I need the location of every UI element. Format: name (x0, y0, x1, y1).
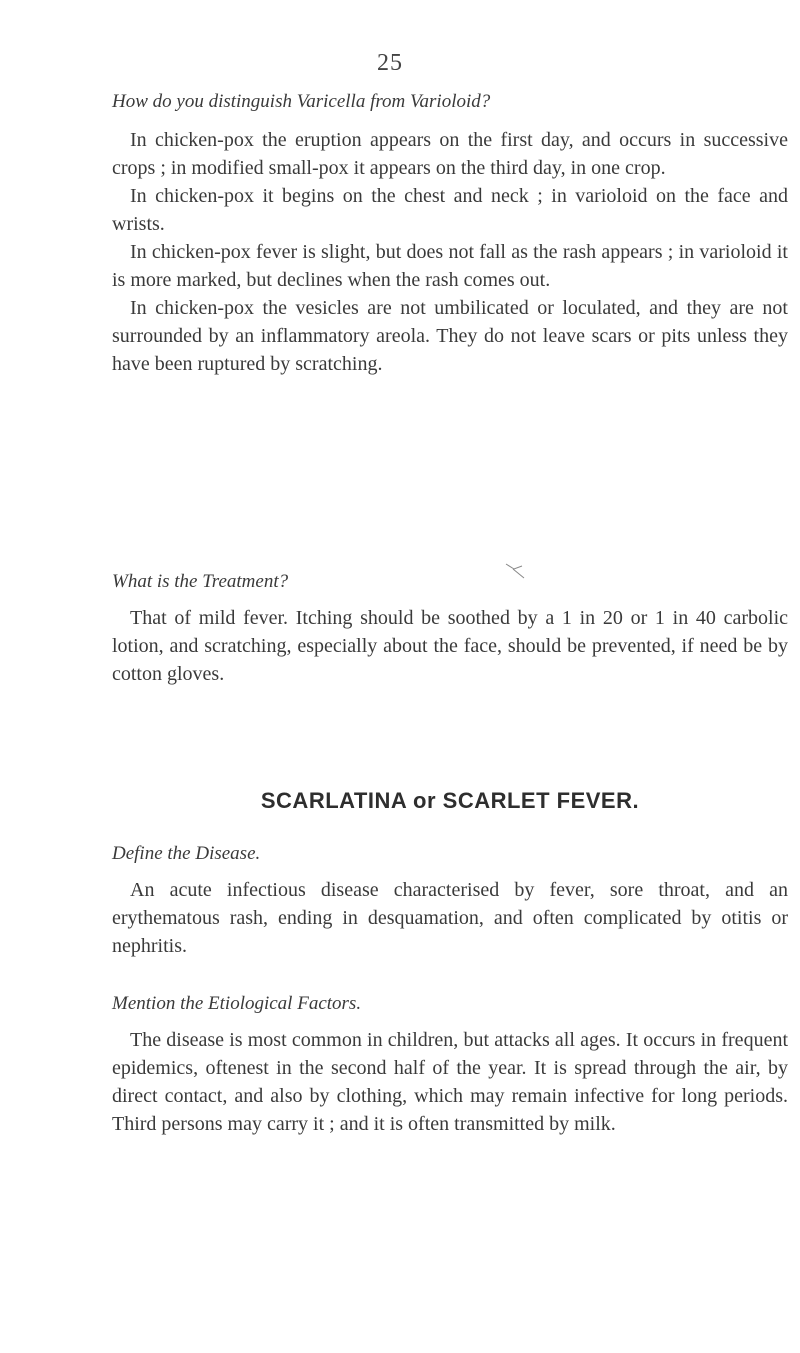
question-heading: Define the Disease. (112, 843, 261, 864)
section-etiology (112, 990, 788, 1138)
paragraph: That of mild fever. Itching should be soothed by a 1 in 20 or 1 in 40 carbolic lotion, and scratching, especially about the face, should be prevented, if need be by cotton gloves. (112, 607, 788, 685)
paragraph: An acute infectious disease characterised by fever, sore throat, and an erythematous rash, ending in desquamation, and often complicated by otitis or nephritis. (112, 879, 788, 957)
paragraph: The disease is most common in children, but attacks all ages. It occurs in frequent epidemics, oftenest in the second half of the year. It is spread through the air, by direct contact, and also by clothing, which may remain infective for long periods. Third persons may carry it ; and it is often transmitted by milk. (112, 1029, 788, 1135)
chapter-heading: SCARLATINA or SCARLET FEVER. (260, 788, 640, 813)
section-definition (112, 840, 788, 960)
paragraph: In chicken-pox fever is slight, but does not fall as the rash appears ; in varioloid it is more marked, but declines when the rash comes out. (112, 241, 788, 291)
question-heading: Mention the Etiological Factors. (112, 993, 362, 1014)
paragraph: In chicken-pox the eruption appears on the first day, and occurs in successive crops ; in modified small-pox it appears on the third day, in one crop. (112, 129, 788, 179)
question-heading: What is the Treatment? (112, 571, 289, 592)
page-number: 25 (377, 50, 403, 76)
section-varicella (112, 88, 788, 378)
paragraph: In chicken-pox the vesicles are not umbilicated or loculated, and they are not surrounded by an inflammatory areola. They do not leave scars or pits unless they have been ruptured by scratching. (112, 297, 788, 375)
section-treatment (112, 568, 788, 688)
paragraph: In chicken-pox it begins on the chest and neck ; in varioloid on the face and wrists. (112, 185, 788, 235)
question-heading: How do you distinguish Varicella from Varioloid? (112, 91, 491, 112)
